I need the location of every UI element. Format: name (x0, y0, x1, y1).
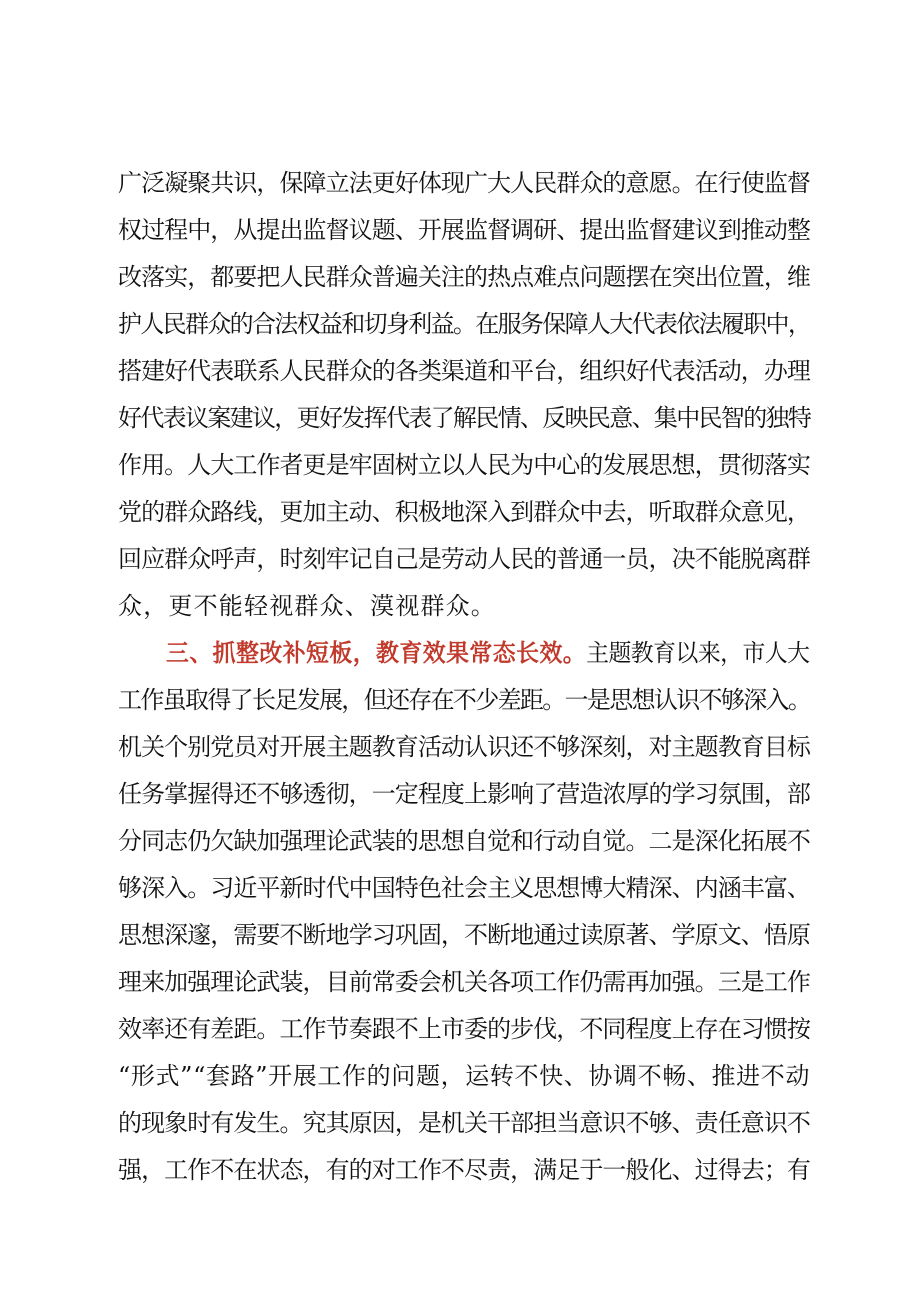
paragraph-line: 回应群众呼声，时刻牢记自己是劳动人民的普通一员，决不能脱离群 (118, 545, 810, 573)
paragraph-line: 任务掌握得还不够透彻，一定程度上影响了营造浓厚的学习氛围，部 (118, 780, 810, 808)
paragraph-line: 工作虽取得了长足发展，但还存在不少差距。一是思想认识不够深入。 (118, 686, 811, 714)
paragraph-line: 强，工作不在状态，有的对工作不尽责，满足于一般化、过得去；有 (118, 1156, 810, 1184)
paragraph-line: 理来加强理论武装，目前常委会机关各项工作仍需再加强。三是工作 (118, 968, 810, 996)
paragraph-line: 作用。人大工作者更是牢固树立以人民为中心的发展思想，贯彻落实 (118, 451, 810, 479)
section-3-first-line-text: 主题教育以来，市人大 (586, 639, 810, 667)
paragraph-line: 机关个别党员对开展主题教育活动认识还不够深刻，对主题教育目标 (118, 733, 810, 761)
paragraph-line: 搭建好代表联系人民群众的各类渠道和平台，组织好代表活动，办理 (118, 357, 810, 385)
paragraph-line: 分同志仍欠缺加强理论武装的思想自觉和行动自觉。二是深化拓展不 (118, 827, 810, 855)
paragraph-line: 效率还有差距。工作节奏跟不上市委的步伐，不同程度上存在习惯按 (118, 1015, 810, 1043)
paragraph-line: 护人民群众的合法权益和切身利益。在服务保障人大代表依法履职中， (118, 310, 811, 338)
paragraph-line: 权过程中，从提出监督议题、开展监督调研、提出监督建议到推动整 (118, 216, 810, 244)
paragraph-line: 党的群众路线，更加主动、积极地深入到群众中去，听取群众意见， (118, 498, 810, 526)
paragraph-line: 广泛凝聚共识，保障立法更好体现广大人民群众的意愿。在行使监督 (118, 169, 810, 197)
section-3-heading: 三、抓整改补短板，教育效果常态长效。 (166, 639, 587, 667)
paragraph-line: 够深入。习近平新时代中国特色社会主义思想博大精深、内涵丰富、 (118, 874, 810, 902)
paragraph-line: 改落实，都要把人民群众普遍关注的热点难点问题摆在突出位置，维 (118, 263, 810, 291)
section-heading-line (166, 633, 810, 673)
paragraph-line: 众，更不能轻视群众、漠视群众。 (118, 592, 496, 620)
paragraph-line: 好代表议案建议，更好发挥代表了解民情、反映民意、集中民智的独特 (118, 404, 811, 432)
paragraph-line: 思想深邃，需要不断地学习巩固，不断地通过读原著、学原文、悟原 (118, 921, 810, 949)
paragraph-line: 的现象时有发生。究其原因，是机关干部担当意识不够、责任意识不 (118, 1109, 810, 1137)
paragraph-line: “形式”“套路”开展工作的问题，运转不快、协调不畅、推进不动 (118, 1062, 811, 1090)
